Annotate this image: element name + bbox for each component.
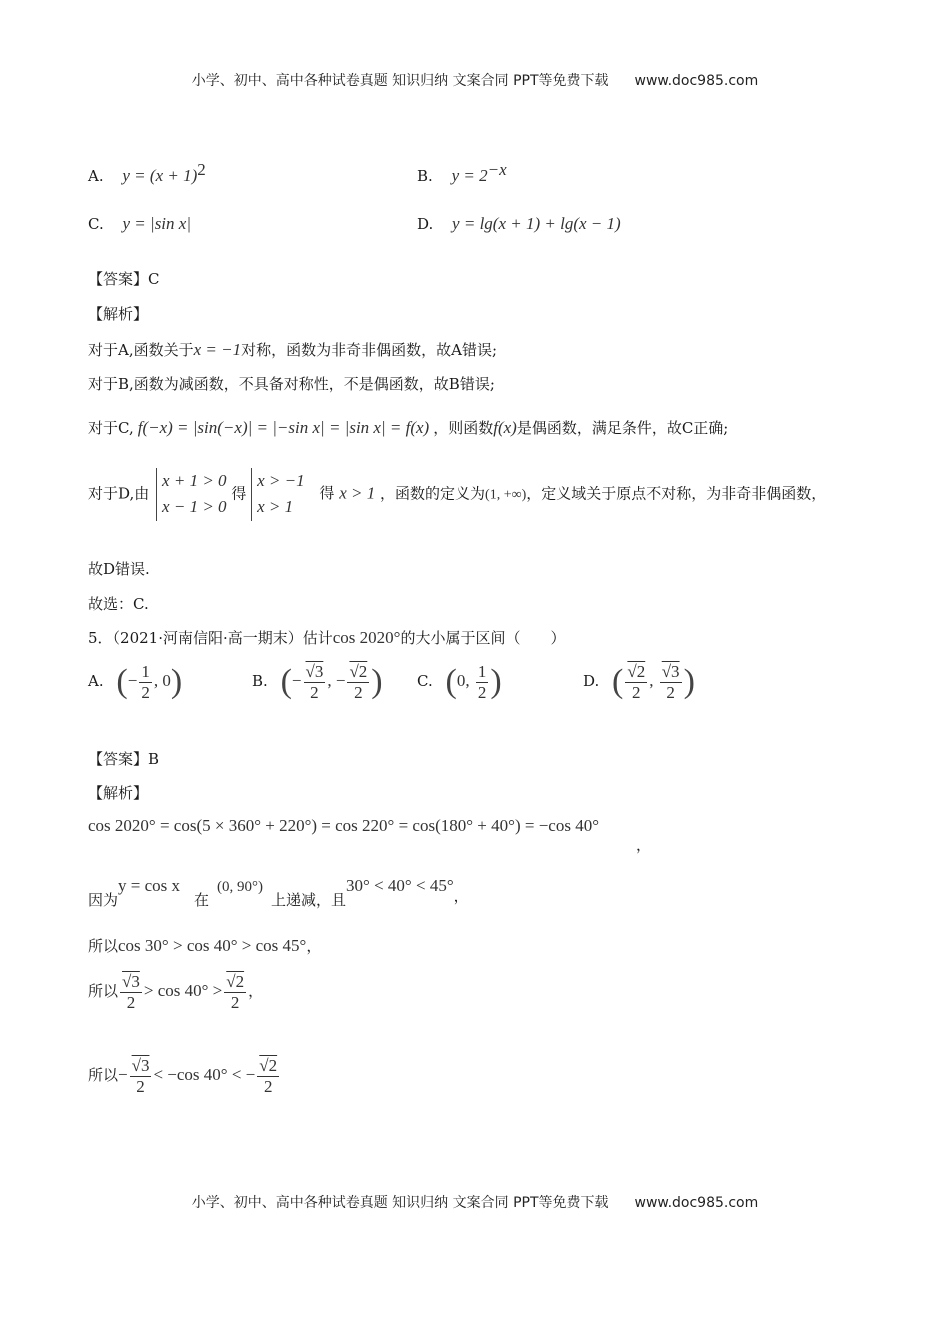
denominator: 2 — [632, 682, 641, 702]
denominator: 2 — [263, 1076, 273, 1096]
text: 对称，函数为非奇非偶函数，故A错误; — [241, 341, 497, 359]
numerator: √3 — [661, 662, 680, 681]
sign: − — [291, 670, 302, 690]
numerator: √3 — [305, 662, 324, 681]
text: 对于D,由 — [88, 484, 150, 503]
math: cos 2020° — [332, 628, 401, 647]
numerator: √3 — [122, 972, 140, 991]
math: cos 30° > cos 40° > cos 45° — [118, 936, 307, 955]
math: y = cos x — [118, 876, 181, 895]
page-header — [0, 70, 950, 90]
text: 在 — [194, 891, 210, 909]
math: x = −1 — [193, 340, 242, 359]
text: ， — [453, 887, 469, 905]
option-sup: 2 — [197, 160, 206, 179]
q4-option-c — [88, 214, 191, 234]
math: (1, +∞) — [485, 487, 527, 503]
relation: > cos 40° > — [143, 980, 223, 1000]
q4-option-d — [417, 214, 621, 234]
math: x > 1 — [339, 483, 376, 503]
footer-url[interactable]: www.doc985.com — [634, 1195, 759, 1211]
header-url[interactable]: www.doc985.com — [634, 73, 759, 89]
q5-so2 — [88, 972, 263, 1012]
numerator: √2 — [627, 662, 646, 681]
option-label: B. — [417, 167, 433, 185]
option-expr: y = lg(x + 1) + lg(x − 1) — [452, 214, 621, 233]
q4-line-a — [88, 340, 497, 360]
sign: − — [118, 1064, 128, 1084]
math — [118, 972, 248, 1012]
option-label: C. — [88, 215, 104, 233]
denominator: 2 — [230, 992, 240, 1012]
q4-line-d — [88, 468, 826, 521]
system-row: x > 1 — [257, 497, 294, 517]
q5-because — [88, 876, 469, 909]
text: 上递减，且 — [271, 891, 347, 909]
option-sup: −x — [487, 160, 507, 179]
prefix: 0, — [456, 670, 474, 690]
q4-answer — [88, 270, 160, 288]
q5-so1 — [88, 936, 321, 956]
option-label: D. — [417, 215, 434, 233]
math: cos 2020° = cos(5 × 360° + 220°) = cos 220° = cos(180° + 40°) = −cos 40° — [88, 816, 599, 835]
answer-tag: 【答案】 — [88, 750, 149, 768]
text: 5．（2021·河南信阳·高一期末）估计 — [88, 629, 333, 647]
numerator: √2 — [226, 972, 245, 991]
answer-tag: 【答案】 — [88, 270, 149, 288]
option-expr: (− $\frac{1}{2}$ , 0) — [116, 662, 183, 702]
footer-text: 小学、初中、高中各种试卷真题 知识归纳 文案合同 PPT等免费下载 — [191, 1195, 609, 1211]
denominator: 2 — [666, 682, 675, 702]
numerator: √2 — [259, 1056, 278, 1075]
system-row: x > −1 — [257, 471, 305, 490]
text: 得 — [231, 484, 247, 503]
denominator: 2 — [126, 992, 136, 1012]
q4-line-d-cont: 故D错误. — [88, 560, 150, 578]
numerator: √3 — [131, 1056, 150, 1075]
option-expr: ( $\frac{√2}{2}$ , $\frac{√3}{2}$ ) — [612, 662, 695, 702]
q5-so3 — [88, 1056, 281, 1096]
q5-answer — [88, 750, 159, 768]
denominator: 2 — [141, 682, 150, 702]
text: ， — [248, 981, 264, 1000]
option-label: C. — [417, 671, 433, 690]
option-expr: y = 2 — [451, 166, 488, 185]
text: 所以 — [88, 981, 119, 1000]
text: 是偶函数，满足条件，故C正确; — [516, 419, 729, 437]
numerator: 1 — [477, 662, 487, 681]
text: 的大小属于区间（ ） — [400, 629, 566, 647]
separator: , — [649, 670, 658, 690]
text: ，函数的定义为 — [380, 484, 486, 503]
q4-analysis-tag: 【解析】 — [88, 305, 149, 323]
text: 得 — [319, 484, 335, 503]
option-expr: y = |sin x| — [122, 214, 191, 233]
denominator: 2 — [136, 1076, 145, 1096]
q5-stem — [88, 628, 566, 648]
text: 所以 — [88, 1065, 119, 1084]
math: f(x) — [493, 418, 517, 437]
q5-option-d — [583, 662, 695, 702]
q4-option-a — [88, 160, 206, 186]
text: ，定义域关于原点不对称，为非奇非偶函数， — [526, 484, 827, 503]
q5-option-c — [417, 662, 502, 702]
numerator: 1 — [141, 662, 150, 681]
text: 因为 — [88, 891, 119, 909]
option-label: A. — [88, 671, 104, 690]
math: 30° < 40° < 45° — [346, 876, 454, 895]
q4-line-b: 对于B,函数为减函数，不具备对称性，不是偶函数，故B错误; — [88, 375, 495, 393]
math — [118, 1056, 281, 1096]
system-1 — [156, 468, 227, 521]
math: f(−x) = |sin(−x)| = |−sin x| = |sin x| = f(x) — [137, 418, 430, 437]
denominator: 2 — [477, 682, 487, 702]
numerator: √2 — [349, 662, 368, 681]
option-expr: y = (x + 1) — [122, 166, 198, 185]
q5-option-b — [252, 662, 383, 702]
option-expr: (0, $\frac{1}{2}$ ) — [445, 662, 502, 702]
q5-eq1 — [88, 816, 599, 836]
rest: , 0 — [153, 670, 171, 690]
text: ，则函数 — [433, 419, 494, 437]
q5-analysis-tag: 【解析】 — [88, 784, 149, 802]
header-text: 小学、初中、高中各种试卷真题 知识归纳 文案合同 PPT等免费下载 — [191, 73, 609, 89]
sign: − — [127, 670, 138, 690]
option-expr: (− $\frac{√3}{2}$ , − $\frac{√2}{2}$ ) — [280, 662, 383, 702]
separator: , − — [327, 670, 346, 690]
answer-value: B — [148, 750, 160, 768]
page-footer — [0, 1192, 950, 1212]
text: 对于A,函数关于 — [88, 341, 194, 359]
denominator: 2 — [354, 682, 363, 702]
q5-eq1-comma: ， — [636, 836, 652, 854]
q4-choose: 故选：C. — [88, 595, 149, 613]
text: ， — [306, 937, 322, 955]
denominator: 2 — [310, 682, 319, 702]
q4-line-c — [88, 418, 728, 438]
answer-value: C — [148, 270, 160, 288]
system-2 — [251, 468, 305, 521]
system-row: x + 1 > 0 — [162, 471, 227, 490]
math: (0, 90°) — [217, 879, 264, 895]
system-row: x − 1 > 0 — [162, 497, 227, 517]
text: 所以 — [88, 937, 119, 955]
q5-option-a — [88, 662, 182, 702]
text: 对于C, — [88, 419, 134, 437]
relation: < −cos 40° < − — [153, 1064, 256, 1084]
q4-option-b — [417, 160, 507, 186]
option-label: A. — [88, 167, 104, 185]
option-label: D. — [583, 671, 600, 690]
option-label: B. — [252, 671, 268, 690]
